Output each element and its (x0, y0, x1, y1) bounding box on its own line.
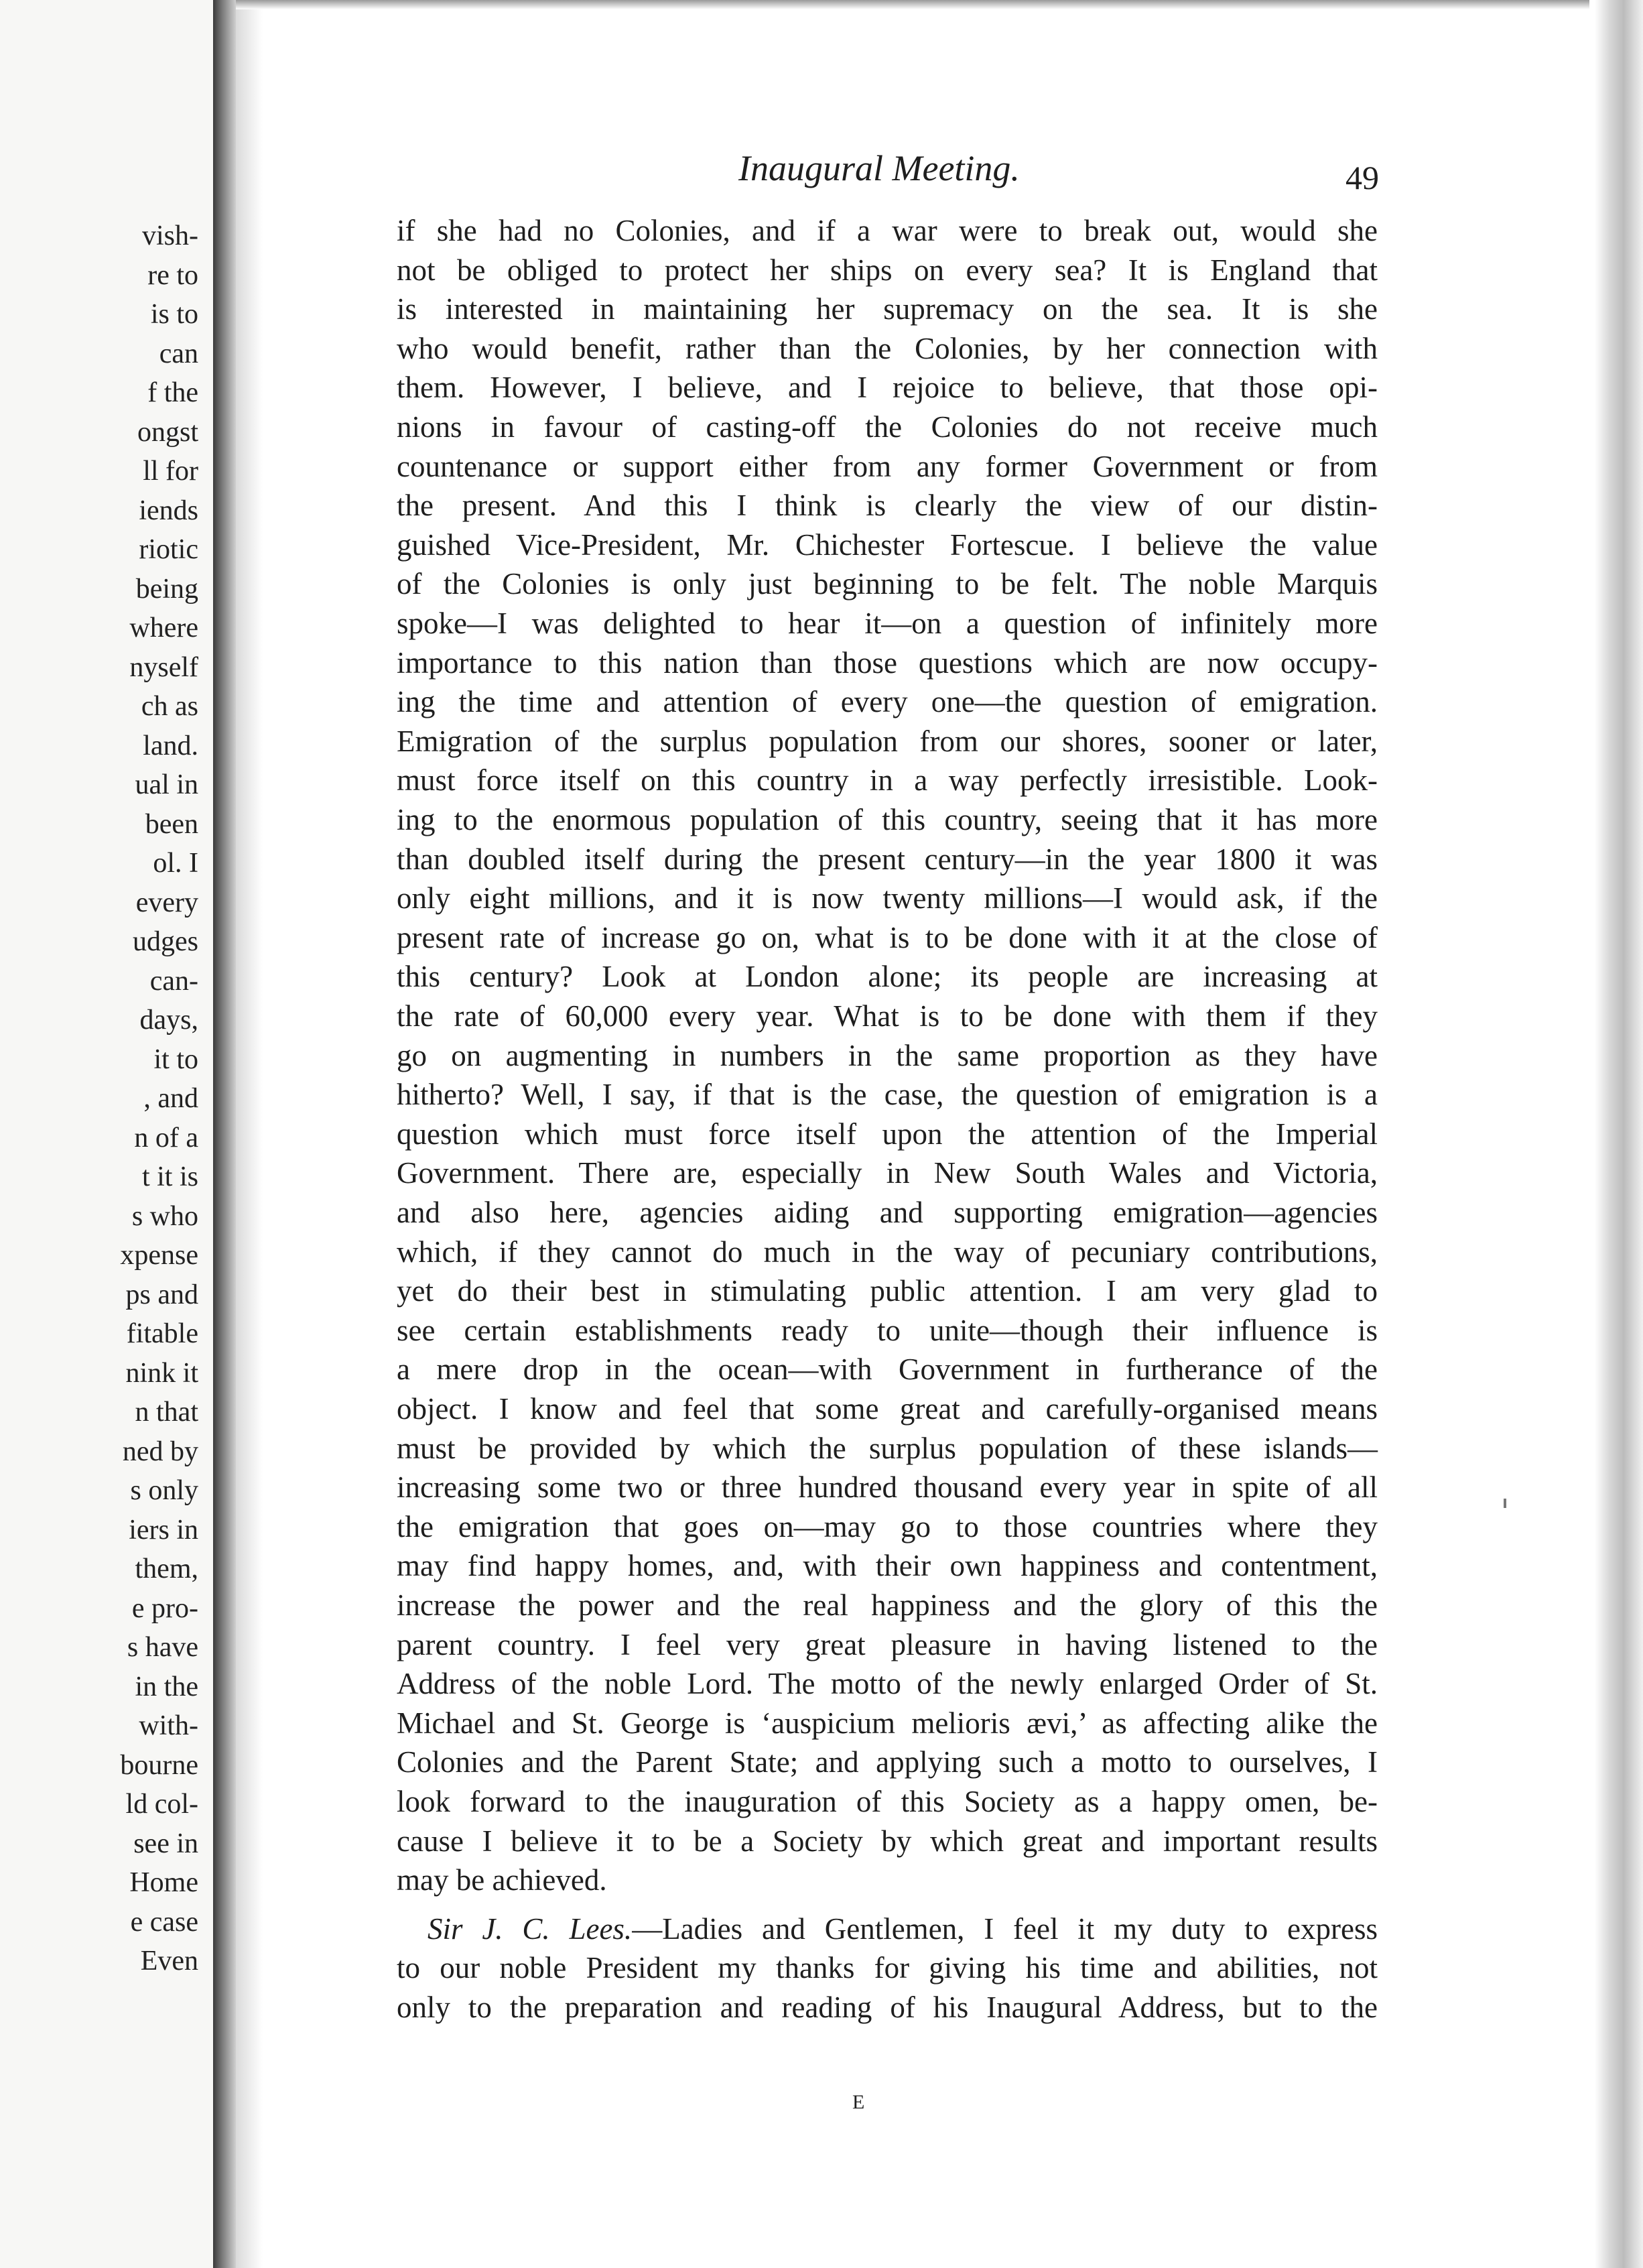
body-line: Address of the noble Lord. The motto of the newly enlarged Order of St. (397, 1667, 1378, 1701)
left-page-line: see in (133, 1828, 198, 1859)
body-line: spoke—I was delighted to hear it—on a question of infinitely more (397, 607, 1378, 640)
body-line: guished Vice-President, Mr. Chichester Fortescue. I believe the value (397, 527, 1378, 562)
left-page-line: bourne (120, 1749, 198, 1781)
body-line: may be achieved. (397, 1863, 607, 1897)
body-line: ing the time and attention of every one—the question of emigration. (397, 685, 1378, 719)
left-page-line: it to (153, 1044, 198, 1075)
page (263, 0, 1595, 2268)
speaker-name: Sir J. C. Lees. (428, 1911, 633, 1946)
left-page-line: ol. I (153, 848, 198, 879)
left-page-line: is to (150, 299, 198, 330)
body-line: this century? Look at London alone; its people are increasing at (397, 960, 1378, 994)
body-line: nions in favour of casting-off the Colonies do not receive much (397, 410, 1378, 444)
left-page-line: nink it (125, 1357, 198, 1389)
body-line: and also here, agencies aiding and supporting emigration—agencies (397, 1196, 1378, 1229)
body-line: only to the preparation and reading of his Inaugural Address, but to the (397, 1991, 1378, 2024)
gutter-shadow (236, 0, 263, 2268)
speaker-paragraph-first-line (397, 1911, 1378, 1946)
body-line: Michael and St. George is ‘auspicium melioris ævi,’ as affecting alike the (397, 1706, 1378, 1740)
left-page-line: Home (129, 1867, 198, 1898)
page-number: 49 (1345, 159, 1379, 196)
left-page-line: ned by (122, 1436, 198, 1467)
left-page-line: ps and (125, 1279, 198, 1310)
left-page-line: s only (130, 1475, 198, 1506)
ink-speck (1504, 1499, 1506, 1508)
left-page-line: with- (139, 1710, 198, 1741)
left-page-line: ongst (137, 416, 198, 448)
left-page-line: land. (143, 730, 198, 761)
left-page-line: in the (135, 1671, 198, 1702)
left-page-line: f the (147, 377, 198, 408)
left-page-line: where (129, 613, 198, 643)
left-page-line: s who (131, 1200, 198, 1232)
body-line: present rate of increase go on, what is to be done with it at the close of (397, 920, 1378, 954)
body-line: question which must force itself upon the attention of the Imperial (397, 1117, 1378, 1151)
body-line: not be obliged to protect her ships on every sea? It is England that (397, 253, 1378, 287)
left-page-line: ll for (143, 456, 198, 487)
left-page-line: e pro- (131, 1592, 198, 1624)
left-page-line: can- (149, 965, 198, 997)
left-page-line: xpense (120, 1240, 198, 1271)
body-line: hitherto? Well, I say, if that is the case, the question of emigration is a (397, 1078, 1378, 1112)
body-line: to our noble President my thanks for giving his time and abilities, not (397, 1951, 1378, 1985)
left-page-line: re to (147, 259, 198, 291)
left-page-line: n that (135, 1397, 198, 1428)
body-line: if she had no Colonies, and if a war were to break out, would she (397, 214, 1378, 247)
left-page-line: , and (143, 1083, 198, 1114)
speaker-text: —Ladies and Gentlemen, I feel it my duty to express (632, 1911, 1378, 1946)
body-line: than doubled itself during the present century—in the year 1800 it was (397, 842, 1378, 876)
left-page-line: fitable (126, 1318, 198, 1349)
body-line: countenance or support either from any former Government or from (397, 449, 1378, 483)
body-line: Emigration of the surplus population from our shores, sooner or later, (397, 724, 1378, 758)
body-line: must force itself on this country in a way perfectly irresistible. Look- (397, 763, 1378, 798)
left-page-line: them, (135, 1554, 198, 1584)
body-line: them. However, I believe, and I rejoice to believe, that those opi- (397, 371, 1378, 405)
body-line: who would benefit, rather than the Colonies, by her connection with (397, 331, 1378, 365)
body-line: must be provided by which the surplus population of these islands— (397, 1431, 1378, 1465)
body-line: the rate of 60,000 every year. What is to be done with them if they (397, 999, 1378, 1033)
body-line: a mere drop in the ocean—with Government in furtherance of the (397, 1352, 1378, 1387)
body-line: which, if they cannot do much in the way of pecuniary contributions, (397, 1235, 1378, 1269)
body-line: yet do their best in stimulating public attention. I am very glad to (397, 1274, 1378, 1308)
body-line: increase the power and the real happiness and the glory of this the (397, 1588, 1378, 1622)
left-page-line: n of a (134, 1122, 198, 1153)
body-line: the emigration that goes on—may go to those countries where they (397, 1509, 1378, 1544)
body-line: only eight millions, and it is now twenty millions—I would ask, if the (397, 881, 1378, 916)
signature-mark: E (852, 2091, 865, 2113)
left-page-line: being (135, 573, 198, 605)
body-line: the present. And this I think is clearly the view of our distin- (397, 489, 1378, 523)
body-line: increasing some two or three hundred thousand every year in spite of all (397, 1470, 1378, 1505)
left-page-line: riotic (139, 534, 198, 565)
body-line: ing to the enormous population of this country, seeing that it has more (397, 803, 1378, 836)
left-page-line: vish- (142, 220, 198, 251)
previous-page-fragment (0, 0, 213, 2268)
body-line: go on augmenting in numbers in the same proportion as they have (397, 1038, 1378, 1072)
running-head: Inaugural Meeting. (738, 148, 1020, 188)
body-line: importance to this nation than those questions which are now occupy- (397, 645, 1378, 680)
left-page-line: can (159, 338, 198, 369)
left-page-line: nyself (129, 651, 198, 683)
left-page-line: been (145, 808, 198, 840)
book-gutter (213, 0, 236, 2268)
right-page-edge (1595, 0, 1643, 2268)
body-line: see certain establishments ready to unite—though their influence is (397, 1313, 1378, 1347)
body-line: parent country. I feel very great pleasure in having listened to the (397, 1627, 1378, 1661)
left-page-line: s have (127, 1632, 198, 1663)
body-line: Colonies and the Parent State; and applying such a motto to ourselves, I (397, 1745, 1378, 1779)
body-line: Government. There are, especially in New South Wales and Victoria, (397, 1156, 1378, 1190)
left-page-line: Even (140, 1946, 198, 1976)
left-page-line: e case (130, 1906, 198, 1938)
body-line: is interested in maintaining her supremacy on the sea. It is she (397, 292, 1378, 326)
left-page-line: iers in (129, 1514, 198, 1546)
body-line: look forward to the inauguration of this Society as a happy omen, be- (397, 1785, 1378, 1818)
body-line: object. I know and feel that some great and carefully-organised means (397, 1392, 1378, 1426)
left-page-line: t it is (141, 1161, 198, 1192)
left-page-line: ch as (141, 691, 198, 722)
left-page-line: ual in (135, 769, 198, 800)
left-page-line: iends (139, 495, 198, 526)
left-page-line: days, (139, 1005, 198, 1035)
left-page-line: udges (133, 926, 198, 957)
left-page-line: every (135, 887, 198, 918)
body-line: of the Colonies is only just beginning to be felt. The noble Marquis (397, 567, 1378, 601)
left-page-line: ld col- (125, 1789, 198, 1820)
body-line: cause I believe it to be a Society by which great and important results (397, 1824, 1378, 1858)
body-line: may find happy homes, and, with their own happiness and contentment, (397, 1549, 1378, 1583)
